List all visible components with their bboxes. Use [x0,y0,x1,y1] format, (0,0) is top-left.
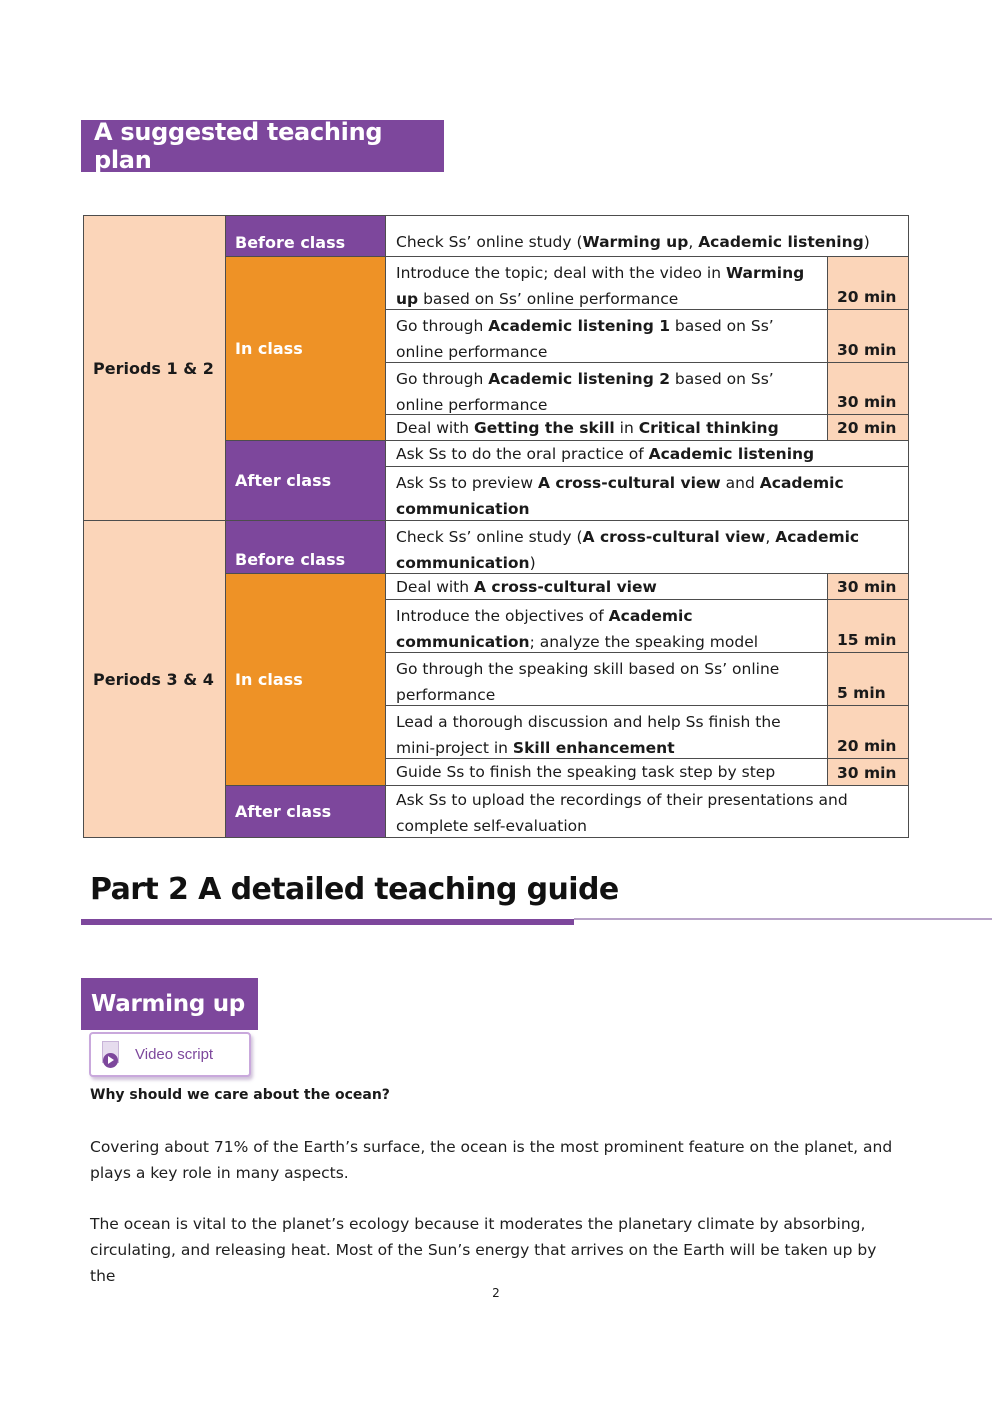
body-paragraph: The ocean is vital to the planet’s ecology because it moderates the planetary climate by absorbing, circulating, and releasing heat. Most of the Sun’s energy that arrives on the Earth will be taken up by the [90,1215,877,1285]
stage-before-class: Before class [225,520,386,574]
task-cell: Guide Ss to finish the speaking task step by step [385,758,828,786]
section-banner-teaching-plan: A suggested teaching plan [81,120,444,172]
duration-cell: 20 min [827,414,909,441]
task-cell: Ask Ss to preview A cross-cultural view and Academic communication [385,466,909,521]
video-file-icon [99,1041,121,1069]
task-cell: Introduce the topic; deal with the video in Warming up based on Ss’ online performance [385,256,828,310]
duration-cell: 5 min [827,652,909,706]
stage-after-class: After class [225,440,386,521]
script-question: Why should we care about the ocean? [90,1087,390,1103]
task-cell: Go through the speaking skill based on Ss’ online performance [385,652,828,706]
heading-rule [574,918,992,920]
stage-in-class: In class [225,573,386,786]
task-cell: Check Ss’ online study (A cross-cultural view, Academic communication) [385,520,909,574]
task-cell: Go through Academic listening 1 based on Ss’ online performance [385,309,828,363]
part-heading: Part 2 A detailed teaching guide [90,872,619,907]
heading-underline [81,919,574,925]
video-script-label: Video script [135,1046,214,1063]
duration-cell: 15 min [827,599,909,653]
stage-before-class: Before class [225,215,386,257]
task-cell: Deal with A cross-cultural view [385,573,828,600]
duration-cell: 30 min [827,758,909,786]
task-cell: Check Ss’ online study (Warming up, Academic listening) [385,215,909,257]
teaching-plan-table [83,215,909,838]
stage-in-class: In class [225,256,386,441]
task-cell: Lead a thorough discussion and help Ss finish the mini-project in Skill enhancement [385,705,828,759]
period-label: Periods 1 & 2 [83,215,226,521]
task-cell: Introduce the objectives of Academic communication; analyze the speaking model [385,599,828,653]
section-banner-warming-up: Warming up [81,978,258,1030]
task-cell: Ask Ss to do the oral practice of Academic listening [385,440,909,467]
task-cell: Ask Ss to upload the recordings of their presentations and complete self-evaluation [385,785,909,838]
period-label: Periods 3 & 4 [83,520,226,838]
duration-cell: 20 min [827,256,909,310]
duration-cell: 20 min [827,705,909,759]
page-number: 2 [492,1286,500,1300]
task-cell: Go through Academic listening 2 based on Ss’ online performance [385,362,828,415]
duration-cell: 30 min [827,362,909,415]
task-cell: Deal with Getting the skill in Critical thinking [385,414,828,441]
video-script-button[interactable] [89,1032,251,1077]
duration-cell: 30 min [827,573,909,600]
duration-cell: 30 min [827,309,909,363]
stage-after-class: After class [225,785,386,838]
body-paragraph: Covering about 71% of the Earth’s surface, the ocean is the most prominent feature on the planet, and plays a key role in many aspects. [90,1138,893,1182]
